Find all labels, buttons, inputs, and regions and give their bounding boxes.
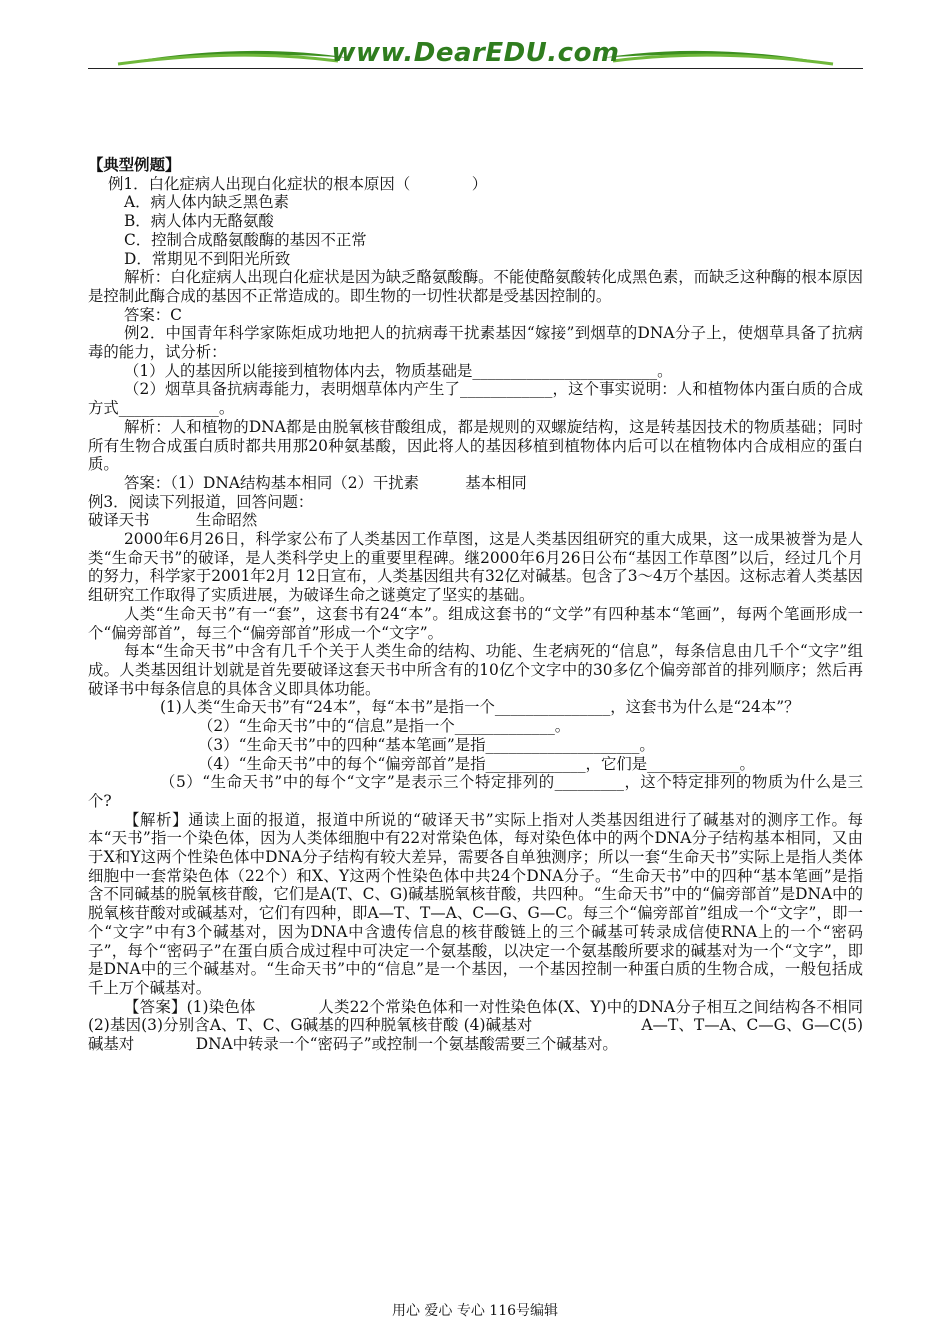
example3-question-2: （2）“生命天书”中的“信息”是指一个_____________。 xyxy=(198,717,571,736)
example3-question-4: （4）“生命天书”中的每个“偏旁部首”是指_____________，它们是____________。 xyxy=(198,754,755,773)
example1-option-b: B．病人体内无酪氨酸 xyxy=(124,212,274,231)
page-footer: 用心 爱心 专心 116号编辑 xyxy=(391,1303,559,1319)
example3-article-title: 破译天书 生命昭然 xyxy=(88,511,258,530)
example3-question-3: （3）“生命天书”中的四种“基本笔画”是指____________________。 xyxy=(198,735,655,754)
example2-question-2: （2）烟草具备抗病毒能力，表明烟草体内产生了____________，这个事实说明：人和植物体内蛋白质的合成方式_____________。 xyxy=(88,380,863,418)
example3-paragraph-1: 2000年6月26日，科学家公布了人类基因工作草图，这是人类基因组研究的重大成果，这一成果被誉为是人类“生命天书”的破译，是人类科学史上的重要里程碑。继2000年6月26日公布“基因工作草图”以后，经过几个月的努力，科学家于2001年2月 12日宣布，人类基因组共有32亿对碱基。包含了3～4万个基因。这标志着人类基因组研究工作取得了实质进展，为破译生命之谜奠定了坚实的基础。 xyxy=(88,530,863,605)
example1-analysis: 解析：白化症病人出现白化症状是因为缺乏酪氨酸酶。不能使酪氨酸转化成黑色素，而缺乏这种酶的根本原因是控制此酶合成的基因不正常造成的。即生物的一切性状都是受基因控制的。 xyxy=(88,268,863,305)
example3-analysis: 【解析】通读上面的报道，报道中所说的“破译天书”实际上指对人类基因组进行了碱基对的测序工作。每本“天书”指一个染色体，因为人类体细胞中有22对常染色体，每对染色体中的两个DNA分子结构基本相同，又由于X和Y这两个性染色体中DNA分子结构有较大差异，需要各自单独测序；所以一套“生命天书”实际上是指人类体细胞中一套常染色体（22个）和X、Y这两个性染色体中共24个DNA分子。“生命天书”中的四种“基本笔画”是指含不同碱基的脱氧核苷酸，它们是A(T、C、G)碱基脱氧核苷酸，共四种。“生命天书”中的“偏旁部首”是DNA中的脱氧核苷酸对或碱基对，它们有四种，即A—T、T—A、C—G、G—C。每三个“偏旁部首”组成一个“文字”，即一个“文字”中有3个碱基对，因为DNA中含遗传信息的核苷酸链上的三个碱基可转录成信使RNA上的一个“密码子”，每个“密码子”在蛋白质合成过程中可决定一个氨基酸，以决定一个氨基酸所要求的碱基对为一个“文字”，即是DNA中的三个碱基对。“生命天书”中的“信息”是一个基因，一个基因控制一种蛋白质的生物合成，一般包括成千上万个碱基对。 xyxy=(88,810,863,997)
example2-analysis: 解析：人和植物的DNA都是由脱氧核苷酸组成，都是规则的双螺旋结构，这是转基因技术的物质基础；同时所有生物合成蛋白质时都共用那20种氨基酸，因此将人的基因移植到植物体内后可以在植物体内合成相应的蛋白质。 xyxy=(88,417,863,474)
document-body xyxy=(88,156,863,1054)
example2-question-1: （1）人的基因所以能接到植物体内去，物质基础是________________________。 xyxy=(124,361,673,380)
example2-answer: 答案：（1）DNA结构基本相同（2）干扰素 基本相同 xyxy=(124,473,527,492)
example1-option-a: A．病人体内缺乏黑色素 xyxy=(124,193,290,212)
example3-paragraph-2: 人类“生命天书”有一“套”，这套书有24“本”。组成这套书的“文学”有四种基本“笔画”，每两个笔画形成一个“偏旁部首”，每三个“偏旁部首”形成一个“文字”。 xyxy=(88,604,863,642)
example3-question-1: (1)人类“生命天书”有“24本”，每“本书”是指一个_______________，这套书为什么是“24本”？ xyxy=(160,698,800,717)
site-logo: www.DearEDU.com xyxy=(331,38,620,68)
header-divider xyxy=(88,68,863,69)
example1-question: 例1．白化症病人出现白化症状的根本原因（ ） xyxy=(108,174,488,193)
example3-answer: 【答案】(1)染色体 人类22个常染色体和一对性染色体(X、Y)中的DNA分子相互之间结构各不相同(2)基因(3)分别含A、T、C、G碱基的四种脱氧核苷酸 (4)碱基对 A—T、T—A、C—G、G—C(5)碱基对 DNA中转录一个“密码子”或控制一个氨基酸需要三个碱基对。 xyxy=(88,997,863,1054)
section-title: 【典型例题】 xyxy=(88,156,181,174)
example3-paragraph-3: 每本“生命天书”中含有几千个关于人类生命的结构、功能、生老病死的“信息”，每条信息由几千个“文字”组成。人类基因组计划就是首先要破译这套天书中所含有的10亿个文字中的30多亿个偏旁部首的排列顺序；然后再破译书中每条信息的具体含义即具体功能。 xyxy=(88,642,863,698)
example1-option-d: D．常期见不到阳光所致 xyxy=(124,249,291,268)
example1-option-c: C．控制合成酪氨酸酶的基因不正常 xyxy=(124,230,367,249)
example3-intro: 例3．阅读下列报道，回答问题： xyxy=(88,492,314,511)
site-header xyxy=(88,28,863,72)
example3-question-5: （5）“生命天书”中的每个“文字”是表示三个特定排列的_________，这个特定排列的物质为什么是三个? xyxy=(88,773,863,810)
example2-question: 例2．中国青年科学家陈炬成功地把人的抗病毒干扰素基因“嫁接”到烟草的DNA分子上，使烟草具备了抗病毒的能力，试分析： xyxy=(88,324,863,362)
example1-answer: 答案：C xyxy=(124,305,182,324)
